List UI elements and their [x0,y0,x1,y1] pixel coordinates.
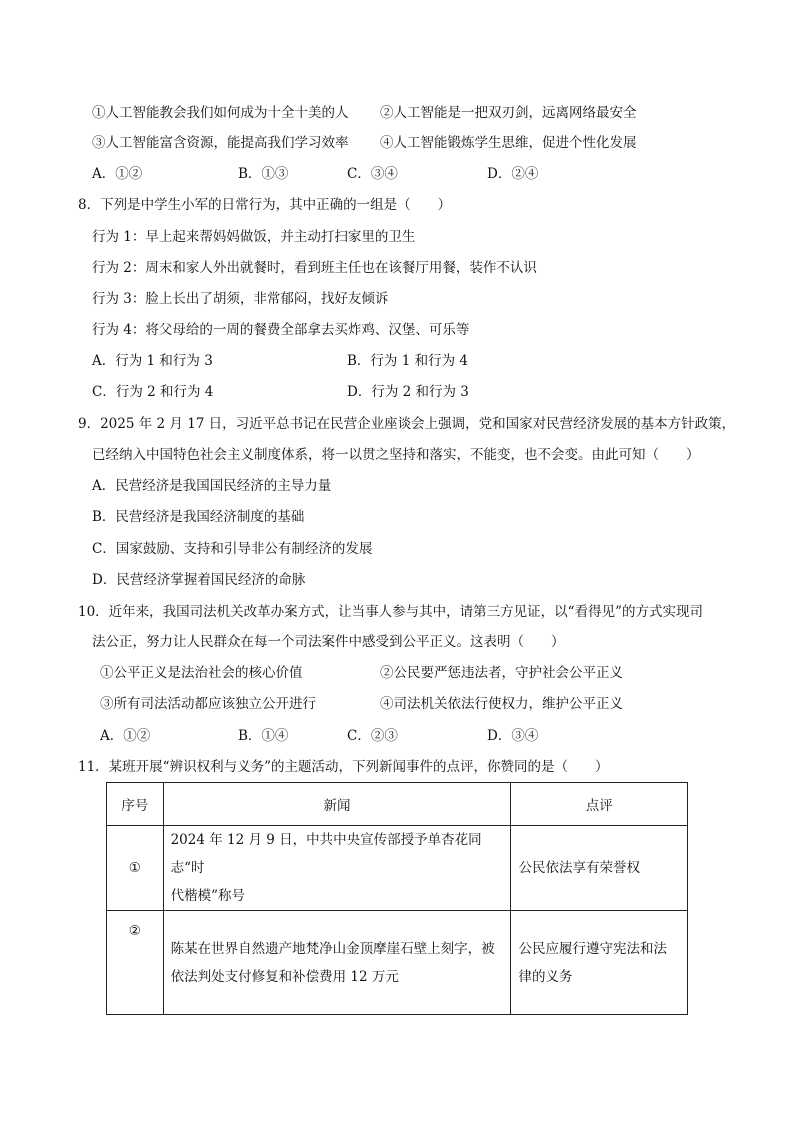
q8-option-c: C．行为 2 和行为 4 [92,384,214,400]
q7-statement-2: ②人工智能是一把双刃剑，远离网络最安全 [380,105,637,121]
q10-option-b: B．①④ [238,728,289,744]
table-row [107,826,688,911]
q8-behavior-2: 行为 2：周末和家人外出就餐时，看到班主任也在该餐厅用餐，装作不认识 [92,260,537,276]
q10-statement-2: ②公民要严惩违法者，守护社会公平正义 [380,665,623,681]
q8-option-d: D．行为 2 和行为 3 [347,384,469,400]
news-table [106,782,688,1015]
q10-stem-line-2: 法公正，努力让人民群众在每一个司法案件中感受到公平正义。这表明（ ） [92,634,565,650]
q8-behavior-4: 行为 4：将父母给的一周的餐费全部拿去买炸鸡、汉堡、可乐等 [92,322,470,338]
row-news-line-1: 2024 年 12 月 9 日，中共中央宣传部授予单杏花同志“时 [170,832,482,876]
row-number: ② [107,911,164,1015]
q9-option-a: A．民营经济是我国国民经济的主导力量 [92,478,332,494]
row-news-line-1: 陈某在世界自然遗产地梵净山金顶摩崖石壁上刻字，被 [170,940,495,957]
q8-stem: 8．下列是中学生小军的日常行为，其中正确的一组是（ ） [78,197,452,213]
q7-statement-4: ④人工智能锻炼学生思维，促进个性化发展 [380,135,637,151]
q7-option-d: D．②④ [487,166,539,182]
q10-statement-4: ④司法机关依法行使权力，维护公平正义 [380,696,623,712]
q9-option-c: C．国家鼓励、支持和引导非公有制经济的发展 [92,541,373,557]
q10-stem-line-1: 10．近年来，我国司法机关改革办案方式，让当事人参与其中，请第三方见证，以“看得见”的方式实现司 [78,604,703,620]
q7-option-b: B．①③ [238,166,289,182]
q7-statement-1: ①人工智能教会我们如何成为十全十美的人 [92,105,349,121]
q8-option-a: A．行为 1 和行为 3 [92,353,213,369]
q7-option-c: C．③④ [347,166,398,182]
q11-stem: 11．某班开展“辨识权利与义务”的主题活动，下列新闻事件的点评，你赞同的是（ ） [78,759,609,775]
q7-statement-3: ③人工智能富含资源，能提高我们学习效率 [92,135,349,151]
row-news [163,826,511,911]
q10-statement-1: ①公平正义是法治社会的核心价值 [100,665,303,681]
table-row [107,911,688,1015]
q10-option-a: A．①② [100,728,151,744]
q9-option-d: D．民营经济掌握着国民经济的命脉 [92,572,306,588]
q9-option-b: B．民营经济是我国经济制度的基础 [92,509,305,525]
row-news-line-2: 依法判处支付修复和补偿费用 12 万元 [170,968,399,985]
q9-stem-line-1: 9．2025 年 2 月 17 日，习近平总书记在民营企业座谈会上强调，党和国家对民营经济发展的基本方针政策， [78,416,736,432]
row-news-line-2: 代楷模”称号 [170,888,245,904]
row-number: ① [107,826,164,911]
row-comment [511,911,688,1015]
row-comment-line-1: 公民依法享有荣誉权 [518,860,640,876]
q8-behavior-1: 行为 1：早上起来帮妈妈做饭，并主动打扫家里的卫生 [92,229,416,245]
q10-statement-3: ③所有司法活动都应该独立公开进行 [100,696,316,712]
header-comment: 点评 [511,783,688,826]
row-comment-line-2: 律的义务 [518,968,573,985]
q8-option-b: B．行为 1 和行为 4 [347,353,468,369]
q10-option-d: D．③④ [487,728,539,744]
q9-stem-line-2: 已经纳入中国特色社会主义制度体系，将一以贯之坚持和落实，不能变，也不会变。由此可知（ ） [92,447,700,463]
row-news [163,911,511,1015]
row-comment-line-1: 公民应履行遵守宪法和法 [518,940,667,957]
table-header-row [107,783,688,826]
q10-option-c: C．②③ [347,728,398,744]
header-news: 新闻 [163,783,511,826]
q7-option-a: A．①② [92,166,143,182]
row-comment [511,826,688,911]
q8-behavior-3: 行为 3：脸上长出了胡须，非常郁闷，找好友倾诉 [92,291,389,307]
header-number: 序号 [107,783,164,826]
